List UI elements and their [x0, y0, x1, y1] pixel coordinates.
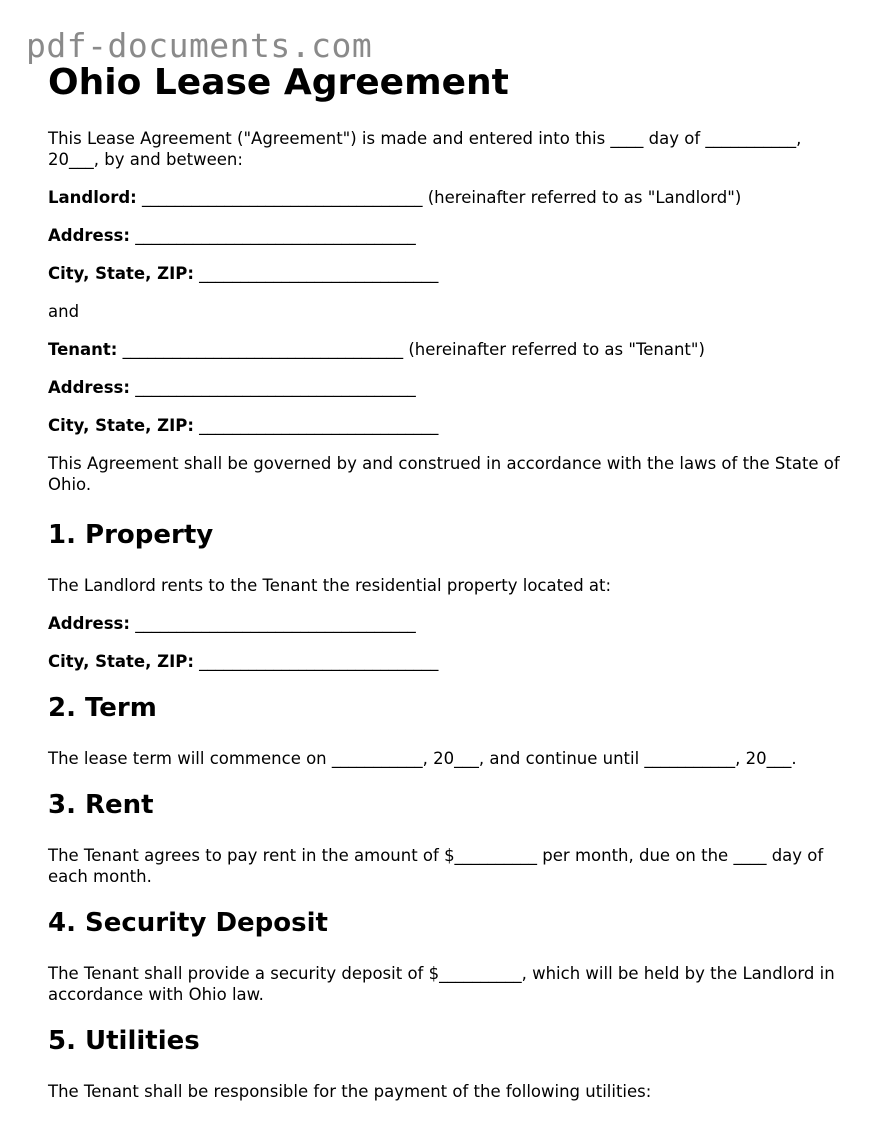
landlord-address-field[interactable]: [48, 225, 848, 246]
tenant-blank[interactable]: __________________________________ (hereinafter referred to as "Tenant"): [117, 340, 705, 359]
property-city-field[interactable]: [48, 651, 848, 672]
landlord-city-field[interactable]: [48, 263, 848, 284]
property-address-field[interactable]: [48, 613, 848, 634]
tenant-city-label: City, State, ZIP:: [48, 416, 194, 435]
property-address-label: Address:: [48, 614, 130, 633]
property-address-blank[interactable]: __________________________________: [129, 614, 416, 633]
rent-paragraph: The Tenant agrees to pay rent in the amount of $__________ per month, due on the ____ day of each month.: [48, 846, 824, 886]
document-page: [48, 60, 848, 1119]
section-heading-property: 1. Property: [48, 520, 214, 550]
landlord-city-blank[interactable]: _____________________________: [193, 264, 439, 283]
page-title: Ohio Lease Agreement: [48, 62, 509, 103]
landlord-address-blank[interactable]: __________________________________: [129, 226, 416, 245]
tenant-address-field[interactable]: [48, 377, 848, 398]
section-heading-term: 2. Term: [48, 693, 157, 723]
term-paragraph: The lease term will commence on ___________, 20___, and continue until ___________, 20___.: [48, 749, 797, 768]
section-heading-rent: 3. Rent: [48, 790, 154, 820]
watermark-text: pdf-documents.com: [26, 26, 373, 65]
landlord-label: Landlord:: [48, 188, 137, 207]
tenant-label: Tenant:: [48, 340, 118, 359]
landlord-blank[interactable]: __________________________________ (hereinafter referred to as "Landlord"): [136, 188, 742, 207]
tenant-city-field[interactable]: [48, 415, 848, 436]
property-paragraph: The Landlord rents to the Tenant the residential property located at:: [48, 576, 612, 595]
section-heading-security-deposit: 4. Security Deposit: [48, 908, 328, 938]
tenant-field[interactable]: [48, 339, 848, 360]
tenant-address-blank[interactable]: __________________________________: [129, 378, 416, 397]
landlord-field[interactable]: [48, 187, 848, 208]
tenant-city-blank[interactable]: _____________________________: [193, 416, 439, 435]
section-heading-utilities: 5. Utilities: [48, 1026, 200, 1056]
and-text: and: [48, 302, 80, 321]
landlord-city-label: City, State, ZIP:: [48, 264, 194, 283]
security-deposit-paragraph: The Tenant shall provide a security deposit of $__________, which will be held by the Landlord in accordance with Ohio law.: [48, 964, 835, 1004]
utilities-paragraph: The Tenant shall be responsible for the payment of the following utilities:: [48, 1082, 652, 1101]
governing-law-paragraph: This Agreement shall be governed by and construed in accordance with the laws of the State of Ohio.: [48, 454, 840, 494]
intro-paragraph: This Lease Agreement ("Agreement") is made and entered into this ____ day of ___________, 20___, by and between:: [48, 129, 802, 169]
property-city-blank[interactable]: _____________________________: [193, 652, 439, 671]
landlord-address-label: Address:: [48, 226, 130, 245]
tenant-address-label: Address:: [48, 378, 130, 397]
property-city-label: City, State, ZIP:: [48, 652, 194, 671]
